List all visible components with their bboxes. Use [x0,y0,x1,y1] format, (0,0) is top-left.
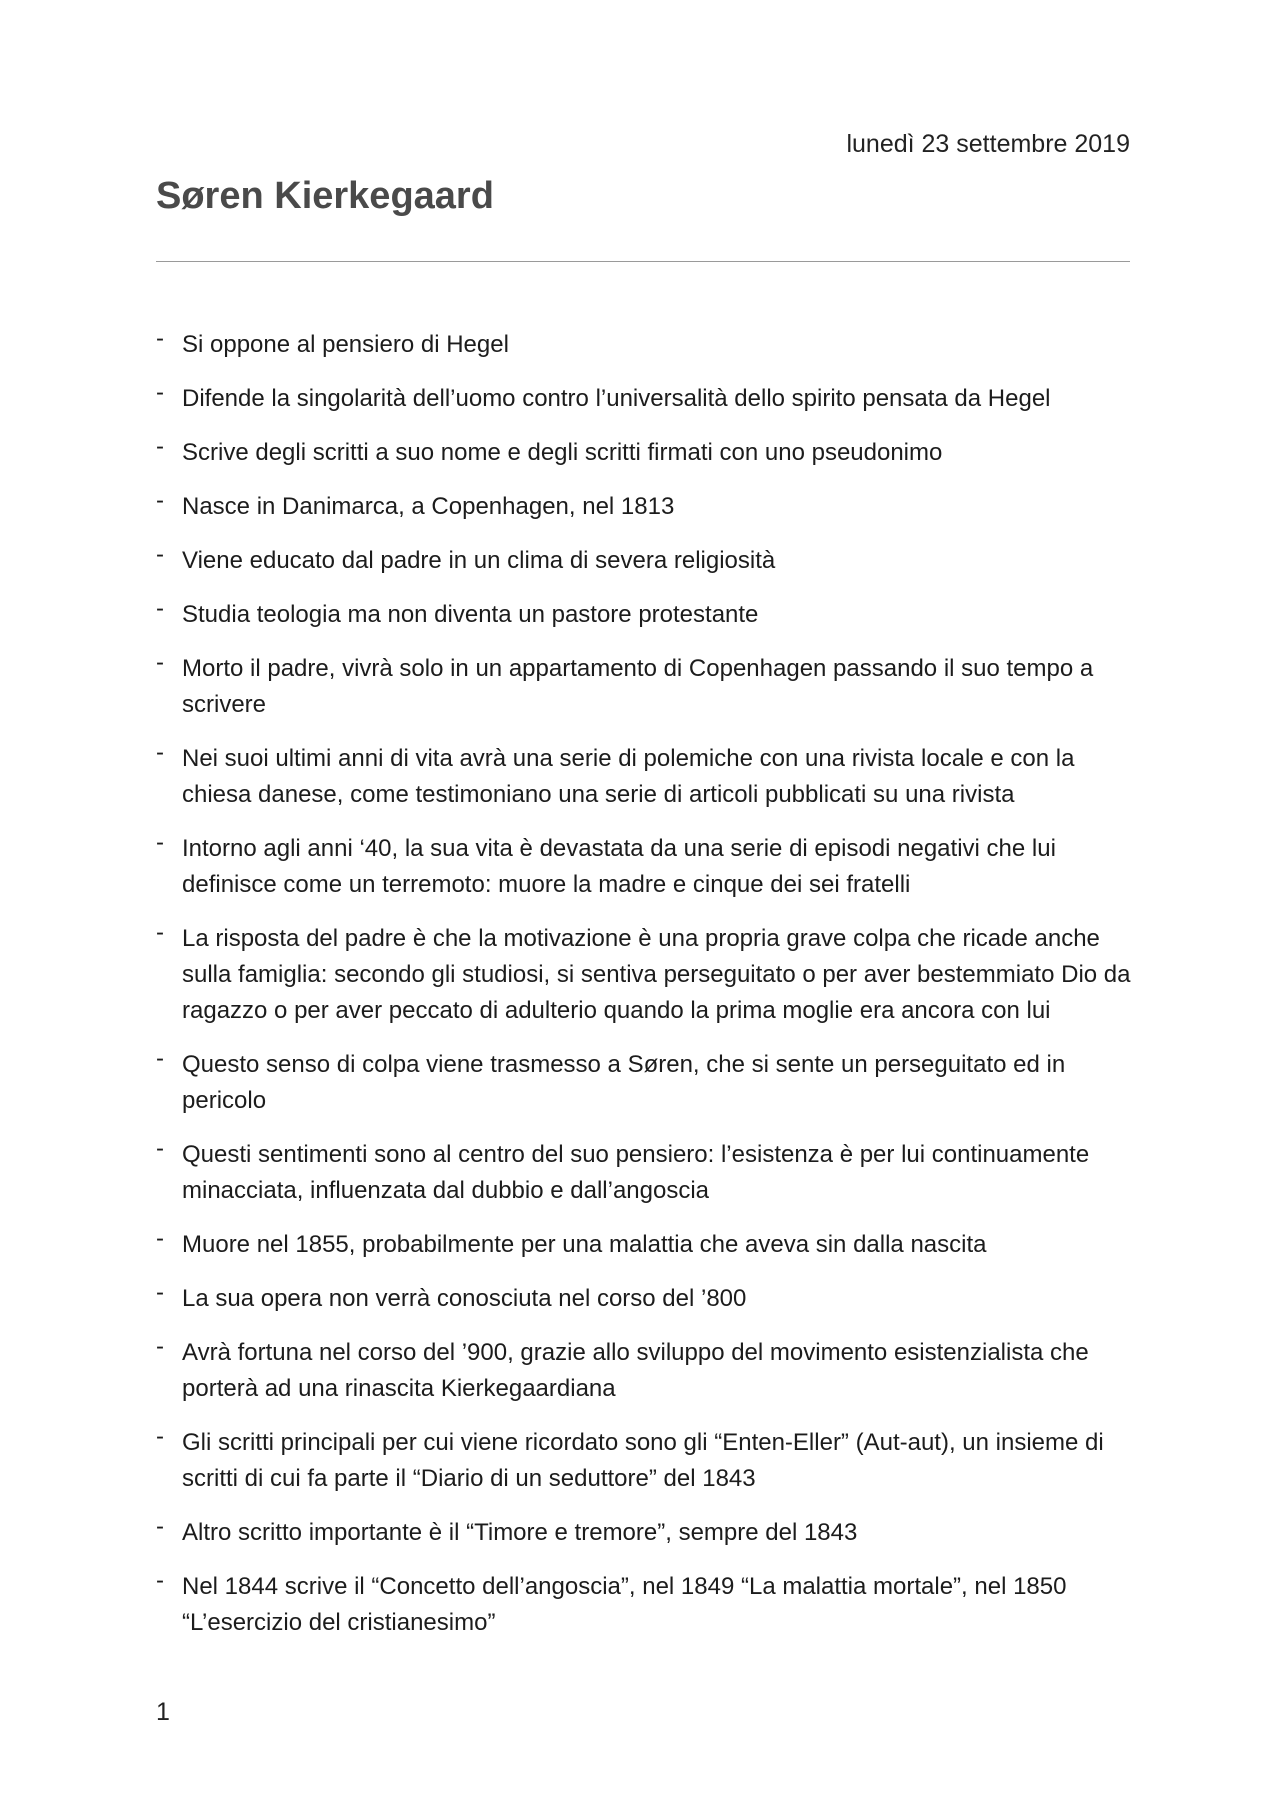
bullet-dash: - [156,829,164,856]
list-item [156,327,1141,363]
title-divider [156,261,1130,262]
bullet-dash: - [156,919,164,946]
bullet-dash: - [156,595,164,622]
bullet-dash: - [156,1423,164,1450]
bullet-dash: - [156,1567,164,1594]
list-item [156,489,1141,525]
list-item-text: Nel 1844 scrive il “Concetto dell’angoscia”, nel 1849 “La malattia mortale”, nel 1850 “L’esercizio del cristianesimo” [182,1573,1067,1636]
list-item-text: Questo senso di colpa viene trasmesso a Søren, che si sente un perseguitato ed in pericolo [182,1051,1066,1114]
list-item-text: Nasce in Danimarca, a Copenhagen, nel 1813 [182,493,675,520]
bullet-dash: - [156,541,164,568]
list-item-text: Gli scritti principali per cui viene ricordato sono gli “Enten-Eller” (Aut-aut), un insieme di scritti di cui fa parte il “Diario di un seduttore” del 1843 [182,1429,1104,1492]
list-item-text: Altro scritto importante è il “Timore e tremore”, sempre del 1843 [182,1519,858,1546]
list-item-text: Viene educato dal padre in un clima di severa religiosità [182,547,776,574]
list-item [156,1137,1141,1209]
bullet-dash: - [156,649,164,676]
bullet-dash: - [156,433,164,460]
list-item [156,543,1141,579]
list-item-text: Questi sentimenti sono al centro del suo pensiero: l’esistenza è per lui continuamente minacciata, influenzata dal dubbio e dall’angoscia [182,1141,1090,1204]
bullet-dash: - [156,325,164,352]
bullet-dash: - [156,1225,164,1252]
list-item-text: Nei suoi ultimi anni di vita avrà una serie di polemiche con una rivista locale e con la chiesa danese, come testimoniano una serie di articoli pubblicati su una rivista [182,745,1075,808]
list-item [156,651,1141,723]
list-item-text: La risposta del padre è che la motivazione è una propria grave colpa che ricade anche sulla famiglia: secondo gli studiosi, si sentiva perseguitato o per aver bestemmiato Dio da ragazzo o per aver peccato di adulterio quando la prima moglie era ancora con lui [182,925,1131,1024]
list-item [156,1335,1141,1407]
notes-list [156,327,1141,1659]
bullet-dash: - [156,1045,164,1072]
list-item [156,741,1141,813]
bullet-dash: - [156,739,164,766]
bullet-dash: - [156,379,164,406]
bullet-dash: - [156,1333,164,1360]
list-item-text: Studia teologia ma non diventa un pastore protestante [182,601,759,628]
list-item [156,921,1141,1029]
bullet-dash: - [156,1135,164,1162]
list-item [156,1227,1141,1263]
list-item [156,381,1141,417]
list-item-text: Si oppone al pensiero di Hegel [182,331,509,358]
bullet-dash: - [156,1279,164,1306]
list-item-text: Intorno agli anni ‘40, la sua vita è devastata da una serie di episodi negativi che lui definisce come un terremoto: muore la madre e cinque dei sei fratelli [182,835,1056,898]
list-item-text: Avrà fortuna nel corso del ’900, grazie allo sviluppo del movimento esistenzialista che porterà ad una rinascita Kierkegaardiana [182,1339,1089,1402]
list-item [156,597,1141,633]
list-item [156,1515,1141,1551]
list-item-text: Scrive degli scritti a suo nome e degli scritti firmati con uno pseudonimo [182,439,943,466]
bullet-dash: - [156,1513,164,1540]
list-item-text: La sua opera non verrà conosciuta nel corso del ’800 [182,1285,747,1312]
list-item-text: Morto il padre, vivrà solo in un appartamento di Copenhagen passando il suo tempo a scrivere [182,655,1094,718]
list-item [156,831,1141,903]
page-number: 1 [156,1698,170,1726]
page-title: Søren Kierkegaard [156,175,494,217]
list-item [156,1047,1141,1119]
list-item-text: Difende la singolarità dell’uomo contro l’universalità dello spirito pensata da Hegel [182,385,1051,412]
list-item [156,1569,1141,1641]
list-item [156,435,1141,471]
note-date: lunedì 23 settembre 2019 [846,130,1130,158]
list-item-text: Muore nel 1855, probabilmente per una malattia che aveva sin dalla nascita [182,1231,987,1258]
list-item [156,1425,1141,1497]
bullet-dash: - [156,487,164,514]
list-item [156,1281,1141,1317]
